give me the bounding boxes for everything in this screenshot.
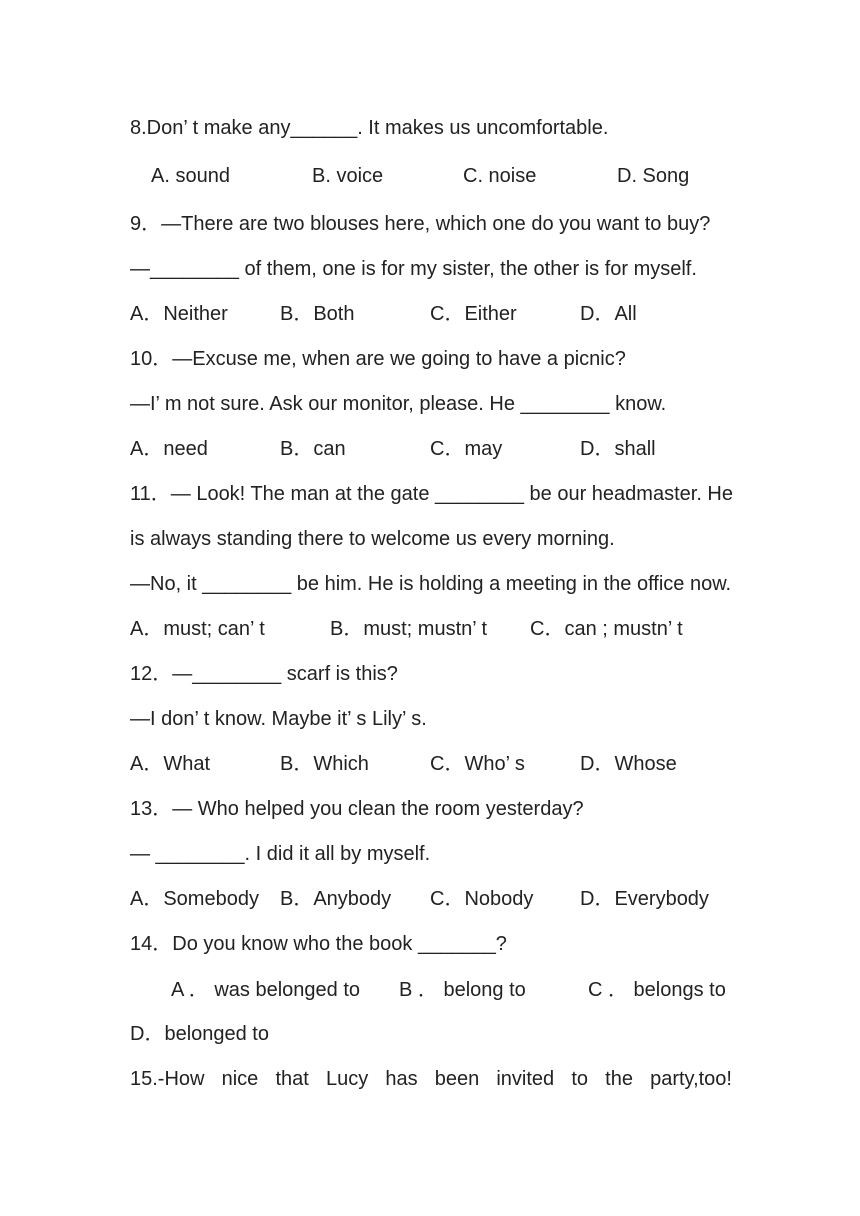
q10-option-b: B．can bbox=[280, 438, 346, 460]
q12-option-b: B．Which bbox=[280, 753, 369, 775]
q9-option-c: C．Either bbox=[430, 303, 517, 325]
q10-reply: —I’ m not sure. Ask our monitor, please. He ________ know. bbox=[130, 393, 667, 415]
q13-option-c: C．Nobody bbox=[430, 888, 534, 910]
q11-stem: 11．— Look! The man at the gate ________ be our headmaster. He bbox=[130, 483, 733, 505]
q12-option-a: A．What bbox=[130, 753, 211, 775]
q13-reply: — ________. I did it all by myself. bbox=[130, 843, 431, 865]
q14-option-d: D．belonged to bbox=[130, 1023, 269, 1045]
q9-reply: —________ of them, one is for my sister, the other is for myself. bbox=[130, 258, 697, 280]
q8-option-d: D. Song bbox=[617, 165, 690, 187]
q11-reply: —No, it ________ be him. He is holding a meeting in the office now. bbox=[130, 573, 732, 595]
q12-option-c: C．Who’ s bbox=[430, 753, 525, 775]
q9-stem: 9．—There are two blouses here, which one do you want to buy? bbox=[130, 213, 711, 235]
q13-option-d: D．Everybody bbox=[580, 888, 709, 910]
q10-option-c: C．may bbox=[430, 438, 503, 460]
q12-option-d: D．Whose bbox=[580, 753, 677, 775]
q9-option-b: B．Both bbox=[280, 303, 355, 325]
q9-option-a: A．Neither bbox=[130, 303, 228, 325]
q15-stem: 15.-How nice that Lucy has been invited to the party,too! bbox=[130, 1068, 732, 1090]
q10-option-a: A．need bbox=[130, 438, 208, 460]
q13-stem: 13．— Who helped you clean the room yesterday? bbox=[130, 798, 584, 820]
q8-option-a: A. sound bbox=[151, 165, 230, 187]
q14-stem: 14．Do you know who the book _______? bbox=[130, 933, 507, 955]
q8-option-c: C. noise bbox=[463, 165, 537, 187]
q14-option-b: B ． belong to bbox=[399, 979, 526, 1001]
q11-option-c: C．can ; mustn’ t bbox=[530, 618, 683, 640]
q14-option-a: A ． was belonged to bbox=[171, 979, 361, 1001]
q13-option-a: A．Somebody bbox=[130, 888, 259, 910]
q14-option-c: C ． belongs to bbox=[588, 979, 726, 1001]
q11-stem-continued: is always standing there to welcome us every morning. bbox=[130, 528, 615, 550]
q9-option-d: D．All bbox=[580, 303, 637, 325]
q11-option-b: B．must; mustn’ t bbox=[330, 618, 488, 640]
q10-stem: 10．—Excuse me, when are we going to have a picnic? bbox=[130, 348, 626, 370]
q12-reply: —I don’ t know. Maybe it’ s Lily’ s. bbox=[130, 708, 427, 730]
q10-option-d: D．shall bbox=[580, 438, 656, 460]
q12-stem: 12．—________ scarf is this? bbox=[130, 663, 398, 685]
q11-option-a: A．must; can’ t bbox=[130, 618, 265, 640]
q8-option-b: B. voice bbox=[312, 165, 384, 187]
q13-option-b: B．Anybody bbox=[280, 888, 392, 910]
q8-stem: 8.Don’ t make any______. It makes us uncomfortable. bbox=[130, 117, 609, 139]
